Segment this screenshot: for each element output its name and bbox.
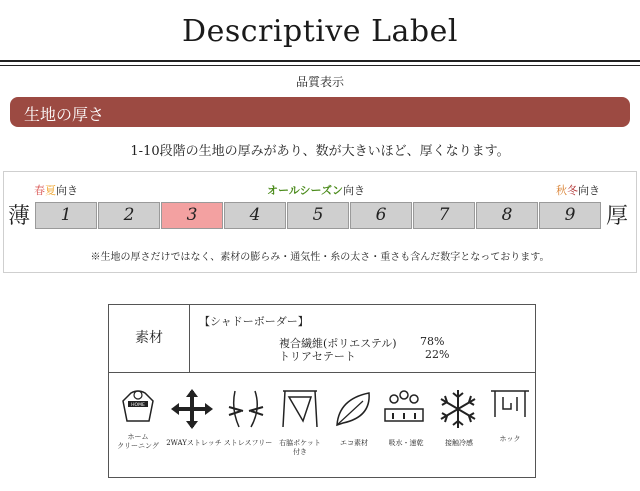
eco-material-icon xyxy=(329,387,379,431)
thickness-levels xyxy=(35,202,602,229)
page-subtitle: 品質表示 xyxy=(295,75,344,89)
thin-label: 薄 xyxy=(8,204,31,229)
level-cell-selected: 3 xyxy=(161,202,223,229)
stress-free-icon xyxy=(221,387,271,431)
home-cleaning-icon xyxy=(113,387,163,431)
cool-touch-icon xyxy=(433,387,483,431)
feature-label-line1: ホーム xyxy=(127,433,149,441)
thickness-note: ※生地の厚さだけではなく、素材の膨らみ・通気性・糸の太さ・重さも含んだ数字となっております。 xyxy=(90,252,550,263)
feature-label: エコ素材 xyxy=(340,439,368,447)
material-name: 【シャドーボーダー】 xyxy=(199,315,309,328)
thick-label: 厚 xyxy=(606,204,629,229)
moisture-wicking-icon xyxy=(379,387,429,431)
season-char: 秋 xyxy=(556,184,567,197)
season-suffix: 向き xyxy=(342,184,365,197)
feature-label: 吸水・速乾 xyxy=(388,439,424,447)
feature-label-line1: 右脇ポケット xyxy=(279,439,321,447)
table-divider-horizontal xyxy=(109,372,535,373)
material-percent: 78% xyxy=(420,335,445,348)
feature-label-line2: 付き xyxy=(293,448,307,456)
feature-label: ホック xyxy=(499,435,521,443)
title-rule-top xyxy=(0,60,640,62)
season-autumn-winter xyxy=(556,182,600,198)
feature-label xyxy=(111,433,165,451)
season-char: 夏 xyxy=(45,184,56,197)
section-title: 生地の厚さ xyxy=(24,105,105,124)
stretch-icon xyxy=(167,387,217,431)
material-label: 素材 xyxy=(135,330,163,346)
level-cell: 1 xyxy=(35,202,97,229)
material-table xyxy=(108,304,536,478)
feature-label xyxy=(275,439,325,457)
season-char: 冬 xyxy=(567,184,578,197)
season-spring-summer xyxy=(34,182,78,198)
svg-text:HOME: HOME xyxy=(131,403,145,408)
season-char: 春 xyxy=(34,184,45,197)
season-all xyxy=(267,182,365,198)
section-description: 1-10段階の生地の厚みがあり、数が大きいほど、厚くなります。 xyxy=(130,144,510,159)
level-cell: 9 xyxy=(539,202,601,229)
level-cell: 7 xyxy=(413,202,475,229)
feature-label: ストレスフリー xyxy=(223,439,273,447)
level-cell: 6 xyxy=(350,202,412,229)
season-char: オールシーズン xyxy=(267,184,343,197)
level-cell: 5 xyxy=(287,202,349,229)
season-suffix: 向き xyxy=(56,184,78,197)
material-percent: 22% xyxy=(425,348,450,361)
section-banner xyxy=(10,97,630,127)
material-fiber: トリアセテート xyxy=(279,350,356,363)
title-rule-bottom xyxy=(0,65,640,66)
page-title: Descriptive Label xyxy=(182,14,458,49)
feature-label: 接触冷感 xyxy=(445,439,473,447)
level-cell: 4 xyxy=(224,202,286,229)
material-fiber: 複合繊維(ポリエステル) xyxy=(279,337,397,350)
level-cell: 8 xyxy=(476,202,538,229)
season-suffix: 向き xyxy=(578,184,600,197)
feature-label-line2: クリーニング xyxy=(117,442,159,450)
level-cell: 2 xyxy=(98,202,160,229)
side-pocket-icon xyxy=(275,387,325,431)
feature-label: 2WAYストレッチ xyxy=(166,439,222,447)
hook-icon xyxy=(485,387,535,431)
table-divider-vertical xyxy=(189,305,190,372)
